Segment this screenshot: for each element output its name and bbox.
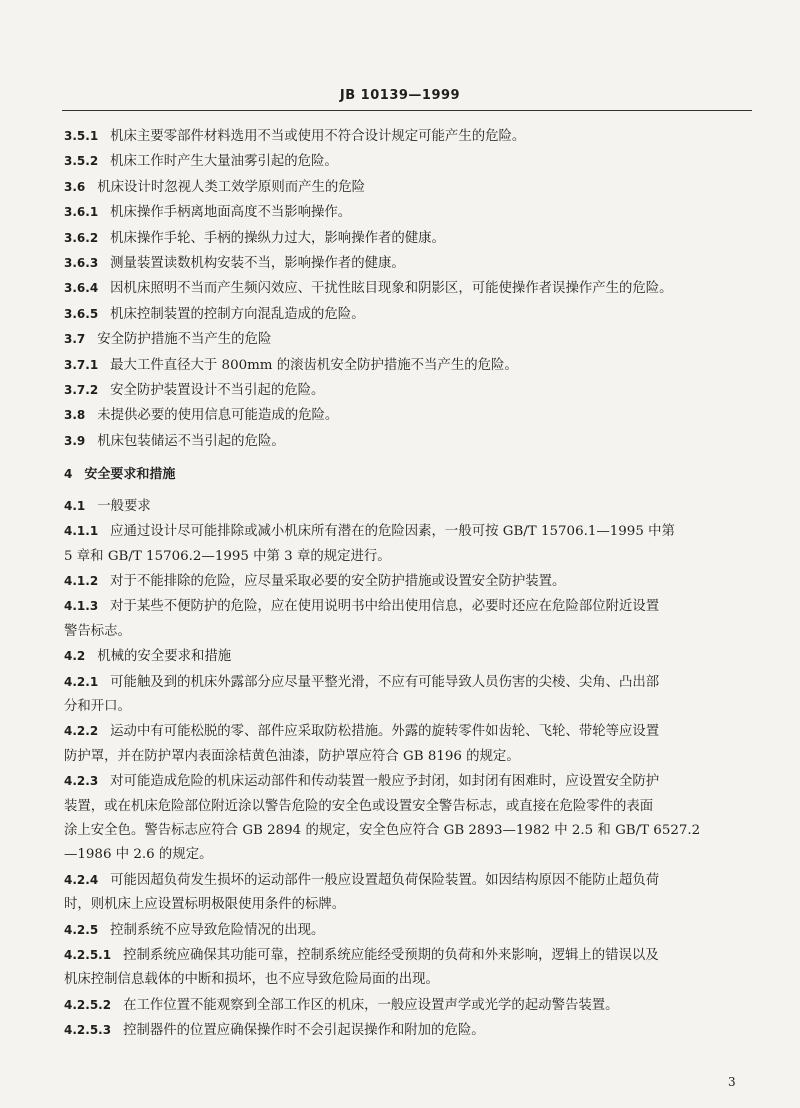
clause-4-2-3-cont-2 (64, 819, 744, 843)
clause-4-1-2 (64, 569, 744, 594)
clause-text: 控制系统不应导致危险情况的出现。 (110, 922, 325, 938)
clause-4-1-3-cont (64, 620, 744, 644)
chapter-4 (64, 462, 744, 487)
clause-text: 5 章和 GB/T 15706.2—1995 中第 3 章的规定进行。 (64, 548, 391, 564)
clause-number: 4.2.5 (64, 922, 99, 937)
chapter-number: 4 (64, 467, 73, 482)
clause-4-2-1-cont (64, 695, 744, 719)
clause-text: 机床控制装置的控制方向混乱造成的危险。 (110, 306, 365, 322)
clause-3-5-1 (64, 124, 744, 149)
section-title: 未提供必要的使用信息可能造成的危险。 (97, 408, 339, 424)
clause-text: 控制器件的位置应确保操作时不会引起误操作和附加的危险。 (123, 1023, 485, 1039)
section-title: 一般要求 (97, 498, 151, 514)
clause-4-1-3 (64, 594, 744, 619)
clause-number: 4.1.1 (64, 524, 99, 539)
page-header: JB 10139—1999 (339, 88, 461, 103)
clause-number: 4.2.3 (64, 774, 99, 789)
clause-text: 对可能造成危险的机床运动部件和传动装置一般应予封闭，如封闭有困难时，应设置安全防护 (110, 774, 660, 790)
clause-4-2-3 (64, 769, 744, 794)
clause-number: 4.2.4 (64, 872, 99, 887)
section-3-6 (64, 175, 744, 200)
clause-4-2-3-cont-3 (64, 843, 744, 867)
clause-text: 可能因超负荷发生损坏的运动部件一般应设置超负荷保险装置。如因结构原因不能防止超负荷 (110, 872, 660, 888)
clause-number: 3.6.4 (64, 281, 99, 296)
clause-number: 3.6.5 (64, 306, 99, 321)
clause-4-2-4-cont (64, 893, 744, 917)
clause-4-2-5-1 (64, 943, 744, 968)
clause-number: 3.8 (64, 408, 86, 423)
clause-number: 3.7 (64, 332, 86, 347)
clause-number: 4.1.2 (64, 573, 99, 588)
clause-text: 防护罩，并在防护罩内表面涂桔黄色油漆，防护罩应符合 GB 8196 的规定。 (64, 748, 520, 764)
clause-number: 3.5.1 (64, 129, 99, 143)
clause-number: 3.6 (64, 179, 86, 194)
clause-text: —1986 中 2.6 的规定。 (64, 847, 213, 863)
clause-number: 3.5.2 (64, 154, 99, 169)
clause-number: 4.2 (64, 649, 86, 664)
clause-text: 机床操作手柄离地面高度不当影响操作。 (110, 205, 352, 221)
section-3-7 (64, 327, 744, 352)
clause-text: 机床主要零部件材料选用不当或使用不符合设计规定可能产生的危险。 (110, 129, 526, 144)
page-body (64, 124, 744, 1044)
section-title: 安全防护措施不当产生的危险 (97, 332, 272, 348)
clause-3-5-2 (64, 149, 744, 174)
clause-number: 4.2.2 (64, 724, 99, 739)
clause-4-1-1 (64, 519, 744, 544)
clause-number: 4.2.1 (64, 674, 99, 689)
clause-4-2-2-cont (64, 745, 744, 769)
clause-number: 4.1 (64, 498, 86, 513)
clause-4-2-5-3 (64, 1018, 744, 1043)
clause-number: 3.7.2 (64, 383, 99, 398)
page-number: 3 (728, 1075, 736, 1089)
clause-text: 测量装置读数机构安装不当，影响操作者的健康。 (110, 256, 405, 272)
clause-text: 运动中有可能松脱的零、部件应采取防松措施。外露的旋转零件如齿轮、飞轮、带轮等应设置 (110, 724, 660, 740)
section-3-8 (64, 403, 744, 428)
clause-4-2-3-cont-1 (64, 795, 744, 819)
clause-4-2-4 (64, 868, 744, 893)
clause-text: 应通过设计尽可能排除或减小机床所有潜在的危险因素，一般可按 GB/T 15706.1—1995 中第 (110, 524, 675, 540)
clause-number: 4.2.5.2 (64, 997, 112, 1012)
clause-text: 机床控制信息载体的中断和损坏，也不应导致危险局面的出现。 (64, 972, 439, 988)
clause-number: 3.9 (64, 433, 86, 448)
clause-4-1-1-cont (64, 545, 744, 569)
section-3-9 (64, 429, 744, 454)
section-title: 机械的安全要求和措施 (97, 649, 232, 665)
clause-number: 3.6.1 (64, 205, 99, 220)
clause-text: 警告标志。 (64, 623, 131, 639)
clause-text: 时，则机床上应设置标明极限使用条件的标牌。 (64, 897, 346, 913)
clause-number: 3.6.3 (64, 256, 99, 271)
clause-number: 4.1.3 (64, 599, 99, 614)
clause-3-7-2 (64, 378, 744, 403)
clause-text: 涂上安全色。警告标志应符合 GB 2894 的规定，安全色应符合 GB 2893—1982 中 2.5 和 GB/T 6527.2 (64, 822, 701, 838)
clause-text: 机床工作时产生大量油雾引起的危险。 (110, 154, 338, 170)
section-4-1 (64, 494, 744, 519)
clause-4-2-5 (64, 918, 744, 943)
clause-text: 装置，或在机床危险部位附近涂以警告危险的安全色或设置安全警告标志，或直接在危险零件的表面 (64, 798, 654, 814)
clause-4-2-5-1-cont (64, 968, 744, 992)
clause-text: 机床操作手轮、手柄的操纵力过大，影响操作者的健康。 (110, 230, 445, 246)
clause-text: 对于某些不便防护的危险，应在使用说明书中给出使用信息，必要时还应在危险部位附近设置 (110, 599, 660, 615)
clause-number: 3.6.2 (64, 230, 99, 245)
clause-text: 可能触及到的机床外露部分应尽量平整光滑，不应有可能导致人员伤害的尖棱、尖角、凸出部 (110, 674, 660, 690)
chapter-title: 安全要求和措施 (84, 467, 176, 483)
clause-3-7-1 (64, 353, 744, 378)
clause-3-6-1 (64, 200, 744, 225)
clause-number: 4.2.5.1 (64, 948, 112, 962)
clause-3-6-2 (64, 226, 744, 251)
clause-4-2-2 (64, 719, 744, 744)
section-title: 机床设计时忽视人类工效学原则而产生的危险 (97, 179, 366, 195)
clause-number: 3.7.1 (64, 357, 99, 372)
clause-text: 分和开口。 (64, 698, 131, 714)
clause-number: 4.2.5.3 (64, 1023, 112, 1038)
clause-text: 因机床照明不当而产生频闪效应、干扰性眩目现象和阴影区，可能使操作者误操作产生的危险。 (110, 281, 673, 297)
clause-4-2-5-2 (64, 993, 744, 1018)
clause-3-6-5 (64, 302, 744, 327)
section-title: 机床包装储运不当引起的危险。 (97, 433, 285, 449)
clause-4-2-1 (64, 670, 744, 695)
clause-text: 控制系统应确保其功能可靠，控制系统应能经受预期的负荷和外来影响，逻辑上的错误以及 (123, 948, 659, 963)
clause-text: 对于不能排除的危险，应尽量采取必要的安全防护措施或设置安全防护装置。 (110, 573, 566, 589)
clause-3-6-4 (64, 276, 744, 301)
header-rule (62, 110, 752, 111)
clause-3-6-3 (64, 251, 744, 276)
section-4-2 (64, 644, 744, 669)
clause-text: 最大工件直径大于 800mm 的滚齿机安全防护措施不当产生的危险。 (110, 357, 518, 373)
clause-text: 安全防护装置设计不当引起的危险。 (110, 383, 325, 399)
clause-text: 在工作位置不能观察到全部工作区的机床，一般应设置声学或光学的起动警告装置。 (123, 997, 619, 1013)
